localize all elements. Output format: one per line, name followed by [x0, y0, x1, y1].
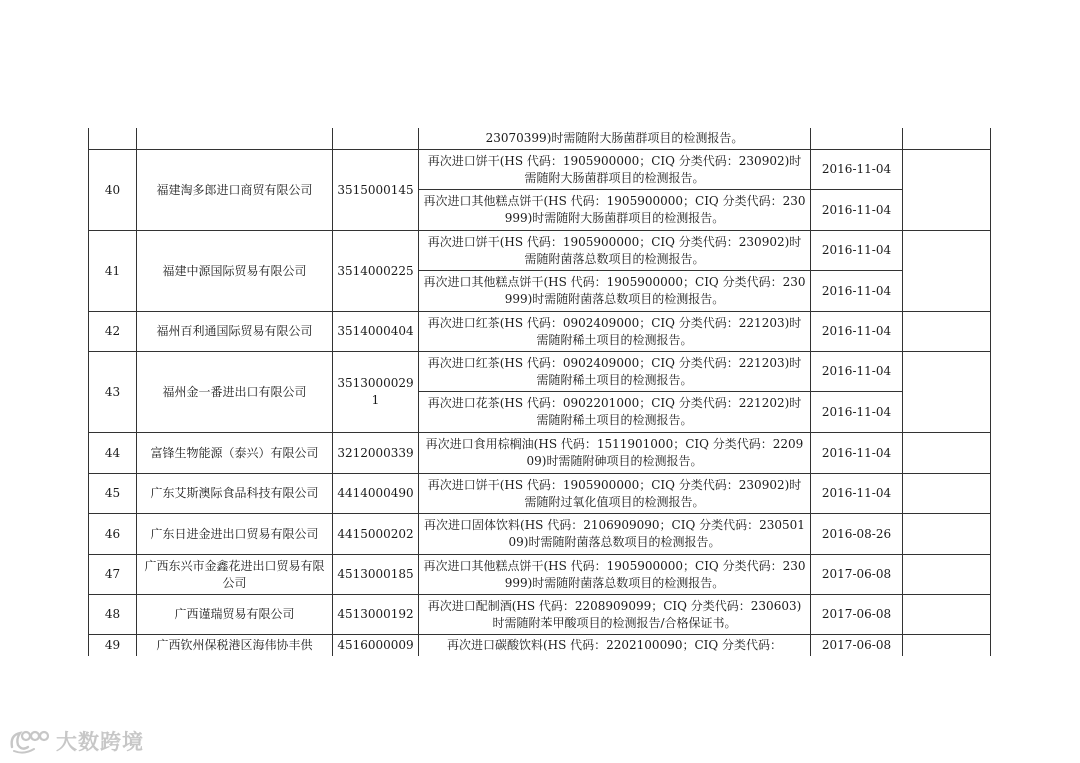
date-cell: 2016-11-04	[811, 433, 903, 474]
code-cell: 3514000404	[333, 312, 419, 352]
table-row	[89, 433, 991, 474]
date-cell: 2016-11-04	[811, 352, 903, 392]
table-row	[89, 595, 991, 635]
date-cell	[811, 128, 903, 150]
table-row	[89, 312, 991, 352]
watermark-text: 大数跨境	[56, 730, 144, 754]
company-cell: 广西东兴市金鑫花进出口贸易有限公司	[137, 555, 333, 595]
table-row	[89, 231, 991, 271]
table-row	[89, 352, 991, 392]
table-row	[89, 128, 991, 150]
brand-logo-icon	[8, 727, 50, 755]
row-number-cell: 44	[89, 433, 137, 474]
code-cell: 3515000145	[333, 150, 419, 231]
table-row	[89, 474, 991, 514]
row-number-cell: 46	[89, 514, 137, 555]
row-number-cell: 48	[89, 595, 137, 635]
row-number-cell	[89, 128, 137, 150]
detail-cell: 再次进口饼干(HS 代码：1905900000；CIQ 分类代码：230902)时需随附大肠菌群项目的检测报告。	[419, 150, 811, 190]
row-number-cell: 45	[89, 474, 137, 514]
code-cell: 3514000225	[333, 231, 419, 312]
row-number-cell: 47	[89, 555, 137, 595]
company-cell: 广东日进金进出口贸易有限公司	[137, 514, 333, 555]
code-cell: 4516000009	[333, 635, 419, 657]
company-cell: 广西谨瑞贸易有限公司	[137, 595, 333, 635]
remark-cell	[903, 231, 991, 312]
table-row	[89, 635, 991, 657]
remark-cell	[903, 595, 991, 635]
table-body	[89, 128, 991, 656]
row-number-cell: 42	[89, 312, 137, 352]
code-cell: 4513000192	[333, 595, 419, 635]
detail-cell: 再次进口饼干(HS 代码：1905900000；CIQ 分类代码：230902)时需随附菌落总数项目的检测报告。	[419, 231, 811, 271]
company-cell	[137, 128, 333, 150]
remark-cell	[903, 555, 991, 595]
date-cell: 2016-11-04	[811, 190, 903, 231]
detail-cell: 再次进口其他糕点饼干(HS 代码：1905900000；CIQ 分类代码：230999)时需随附大肠菌群项目的检测报告。	[419, 190, 811, 231]
detail-cell: 再次进口配制酒(HS 代码：2208909099；CIQ 分类代码：230603)时需随附苯甲酸项目的检测报告/合格保证书。	[419, 595, 811, 635]
date-cell: 2016-08-26	[811, 514, 903, 555]
remark-cell	[903, 128, 991, 150]
detail-cell: 再次进口饼干(HS 代码：1905900000；CIQ 分类代码：230902)时需随附过氧化值项目的检测报告。	[419, 474, 811, 514]
table-row	[89, 150, 991, 190]
remark-cell	[903, 514, 991, 555]
date-cell: 2016-11-04	[811, 231, 903, 271]
company-cell: 福州金一番进出口有限公司	[137, 352, 333, 433]
detail-cell: 再次进口其他糕点饼干(HS 代码：1905900000；CIQ 分类代码：230999)时需随附菌落总数项目的检测报告。	[419, 555, 811, 595]
company-cell: 福建淘多郎进口商贸有限公司	[137, 150, 333, 231]
code-cell: 4513000185	[333, 555, 419, 595]
detail-cell: 再次进口碳酸饮料(HS 代码：2202100090；CIQ 分类代码：	[419, 635, 811, 657]
detail-cell: 23070399)时需随附大肠菌群项目的检测报告。	[419, 128, 811, 150]
company-cell: 广东艾斯澳际食品科技有限公司	[137, 474, 333, 514]
remark-cell	[903, 150, 991, 231]
company-cell: 福州百利通国际贸易有限公司	[137, 312, 333, 352]
remark-cell	[903, 474, 991, 514]
code-cell: 4414000490	[333, 474, 419, 514]
row-number-cell: 41	[89, 231, 137, 312]
date-cell: 2017-06-08	[811, 595, 903, 635]
detail-cell: 再次进口食用棕榈油(HS 代码：1511901000；CIQ 分类代码：220909)时需随附砷项目的检测报告。	[419, 433, 811, 474]
remark-cell	[903, 433, 991, 474]
code-cell: 4415000202	[333, 514, 419, 555]
detail-cell: 再次进口花茶(HS 代码：0902201000；CIQ 分类代码：221202)时需随附稀土项目的检测报告。	[419, 392, 811, 433]
code-cell: 3212000339	[333, 433, 419, 474]
table-row	[89, 555, 991, 595]
date-cell: 2016-11-04	[811, 150, 903, 190]
detail-cell: 再次进口红茶(HS 代码：0902409000；CIQ 分类代码：221203)时需随附稀土项目的检测报告。	[419, 352, 811, 392]
detail-cell: 再次进口红茶(HS 代码：0902409000；CIQ 分类代码：221203)时需随附稀土项目的检测报告。	[419, 312, 811, 352]
date-cell: 2016-11-04	[811, 392, 903, 433]
date-cell: 2016-11-04	[811, 312, 903, 352]
watermark	[8, 726, 144, 756]
remark-cell	[903, 312, 991, 352]
date-cell: 2017-06-08	[811, 635, 903, 657]
code-cell	[333, 128, 419, 150]
import-records-table	[88, 128, 991, 656]
company-cell: 富锋生物能源（泰兴）有限公司	[137, 433, 333, 474]
row-number-cell: 49	[89, 635, 137, 657]
remark-cell	[903, 635, 991, 657]
row-number-cell: 40	[89, 150, 137, 231]
detail-cell: 再次进口其他糕点饼干(HS 代码：1905900000；CIQ 分类代码：230999)时需随附菌落总数项目的检测报告。	[419, 271, 811, 312]
code-cell: 35130000291	[333, 352, 419, 433]
row-number-cell: 43	[89, 352, 137, 433]
company-cell: 广西钦州保税港区海伟协丰供	[137, 635, 333, 657]
detail-cell: 再次进口固体饮料(HS 代码：2106909090；CIQ 分类代码：23050109)时需随附菌落总数项目的检测报告。	[419, 514, 811, 555]
table-row	[89, 514, 991, 555]
date-cell: 2017-06-08	[811, 555, 903, 595]
company-cell: 福建中源国际贸易有限公司	[137, 231, 333, 312]
remark-cell	[903, 352, 991, 433]
date-cell: 2016-11-04	[811, 474, 903, 514]
date-cell: 2016-11-04	[811, 271, 903, 312]
